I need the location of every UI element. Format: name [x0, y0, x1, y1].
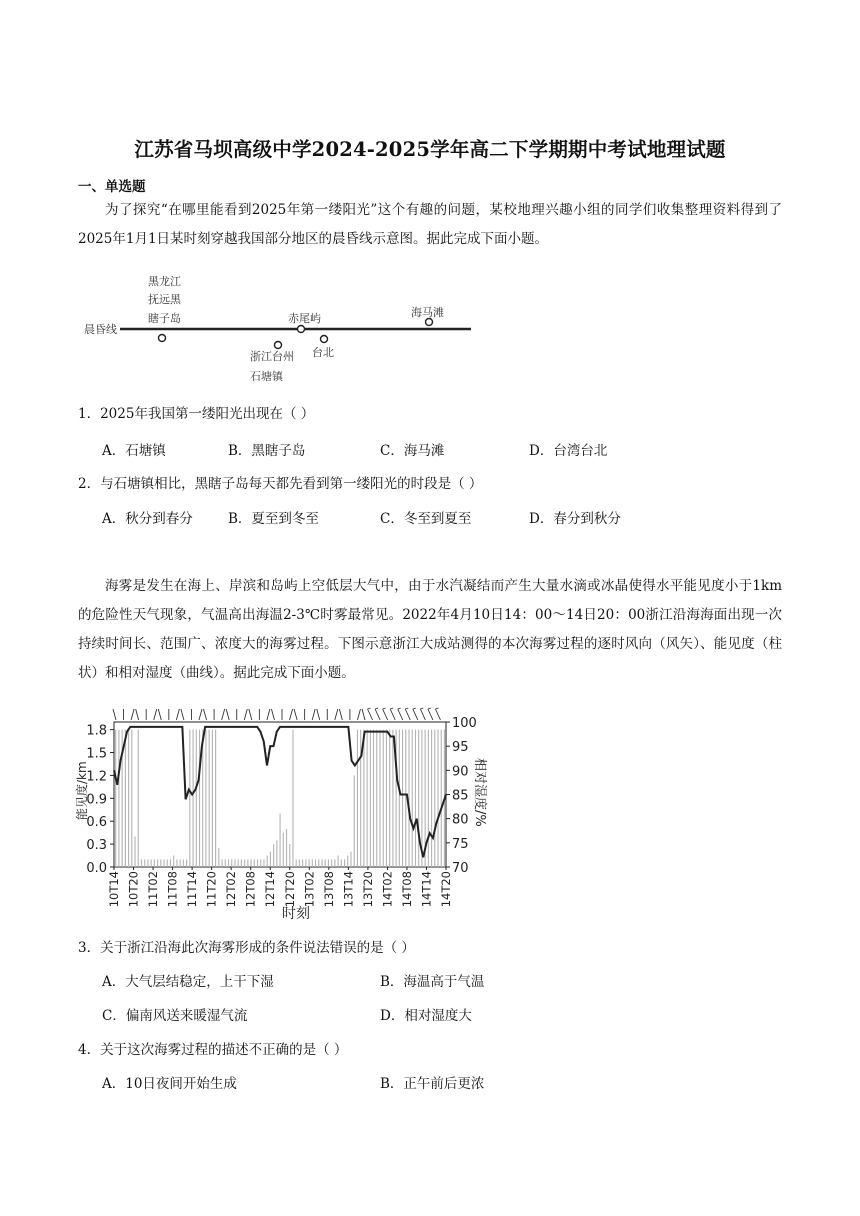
visibility-bar: [376, 730, 377, 867]
visibility-bar: [289, 844, 290, 867]
visibility-bar: [128, 730, 129, 867]
visibility-bar: [118, 730, 119, 867]
visibility-bar: [228, 859, 229, 867]
visibility-bar: [347, 856, 348, 867]
x-axis: [107, 867, 453, 907]
visibility-bar: [138, 730, 139, 867]
wind-barb: [158, 709, 161, 720]
visibility-bar: [222, 859, 223, 867]
wind-barb-flag: [398, 708, 401, 709]
visibility-bar: [418, 730, 419, 867]
wind-barb: [113, 709, 116, 720]
wind-barb: [131, 709, 134, 720]
y2-tick-label: 80: [452, 812, 469, 828]
y2-tick-label: 75: [452, 836, 469, 852]
visibility-bar: [134, 836, 135, 867]
x-tick-label: 14T08: [399, 871, 414, 908]
wind-barb-flag: [435, 708, 438, 709]
wind-barb: [435, 709, 440, 720]
visibility-bar: [254, 859, 255, 867]
question-4-stem: 4．关于这次海雾过程的描述不正确的是（ ）: [78, 1042, 348, 1058]
visibility-bar: [280, 814, 281, 867]
wind-barb: [226, 709, 229, 720]
visibility-bar: [341, 859, 342, 867]
x-axis-label: 时刻: [282, 906, 310, 922]
wind-barb-flag: [428, 708, 431, 709]
x-tick-label: 12T02: [224, 871, 239, 908]
x-tick-label: 10T20: [126, 871, 141, 908]
q3-option-b[interactable]: B．海温高于气温: [380, 974, 485, 990]
visibility-bar: [241, 859, 242, 867]
q4-option-b[interactable]: B．正午前后更浓: [380, 1076, 485, 1092]
visibility-bar: [144, 859, 145, 867]
q2-option-d[interactable]: D．春分到秋分: [529, 511, 621, 527]
wind-barb: [312, 709, 315, 720]
visibility-bar: [334, 859, 335, 867]
x-tick-label: 11T08: [165, 871, 180, 908]
visibility-bar: [392, 730, 393, 867]
visibility-bar: [344, 859, 345, 867]
visibility-bar: [437, 730, 438, 867]
wind-barbs: [113, 708, 440, 720]
wind-barb: [154, 709, 157, 720]
visibility-bar: [160, 859, 161, 867]
visibility-bar: [115, 730, 116, 867]
visibility-bar: [379, 730, 380, 867]
place-marker-heixiazi: [159, 335, 166, 342]
visibility-bar: [131, 730, 132, 867]
visibility-bar: [225, 859, 226, 867]
visibility-bar: [321, 859, 322, 867]
visibility-bar: [305, 859, 306, 867]
wind-barb: [405, 709, 410, 720]
wind-barb: [176, 709, 179, 720]
visibility-bar: [299, 859, 300, 867]
x-tick-label: 12T14: [263, 871, 278, 908]
visibility-bar: [434, 730, 435, 867]
y2-axis-label: 相对湿度/%: [472, 758, 487, 827]
visibility-bar: [357, 730, 358, 867]
wind-barb: [136, 709, 139, 720]
left-axis: [86, 724, 114, 876]
place-marker-chiweiyu: [298, 326, 305, 333]
y-tick-label: 0.0: [86, 861, 107, 876]
visibility-bar: [251, 859, 252, 867]
q2-option-c[interactable]: C．冬至到夏至: [380, 511, 472, 527]
y-tick-label: 1.8: [86, 723, 107, 739]
q2-option-b[interactable]: B．夏至到冬至: [228, 511, 319, 527]
wind-barb: [339, 709, 342, 720]
wind-barb: [181, 709, 184, 720]
visibility-bar: [354, 775, 355, 867]
wind-barb: [398, 709, 403, 720]
wind-barb: [244, 709, 247, 720]
y2-tick-label: 95: [452, 740, 469, 756]
q2-option-a[interactable]: A．秋分到春分: [102, 511, 193, 527]
y-tick-label: 0.3: [86, 838, 107, 854]
visibility-bar: [325, 859, 326, 867]
x-tick-label: 14T14: [419, 871, 434, 908]
wind-barb-flag: [420, 708, 423, 709]
x-tick-label: 11T02: [146, 871, 161, 908]
sea-fog-chart: [72, 700, 492, 928]
x-tick-label: 12T20: [282, 871, 297, 908]
visibility-bar: [408, 730, 409, 867]
visibility-bar: [360, 730, 361, 867]
visibility-bar: [428, 730, 429, 867]
visibility-bar: [405, 730, 406, 867]
visibility-bar: [328, 859, 329, 867]
place-label-heilongjiang-3: 瞎子岛: [148, 312, 181, 325]
visibility-bar: [176, 859, 177, 867]
wind-barb-flag: [368, 708, 371, 709]
wind-barb-flag: [405, 708, 408, 709]
place-marker-shitang: [275, 342, 282, 349]
visibility-bar: [186, 859, 187, 867]
visibility-bar: [383, 730, 384, 867]
visibility-bar: [296, 859, 297, 867]
x-tick-label: 10T14: [107, 871, 121, 908]
y2-tick-label: 90: [452, 764, 469, 780]
visibility-bar: [402, 730, 403, 867]
visibility-bar: [273, 844, 274, 867]
visibility-bar: [399, 730, 400, 867]
wind-barb: [199, 709, 202, 720]
y2-tick-label: 100: [452, 716, 477, 731]
visibility-bar: [431, 730, 432, 867]
visibility-bar: [260, 859, 261, 867]
wind-barb: [290, 709, 293, 720]
visibility-bar: [263, 859, 264, 867]
visibility-bar: [315, 859, 316, 867]
visibility-bar: [199, 730, 200, 867]
q3-option-a[interactable]: A．大气层结稳定，上干下湿: [102, 974, 274, 990]
y-axis-label: 能见度/km: [75, 761, 89, 820]
x-tick-label: 13T02: [302, 871, 317, 908]
visibility-bar: [205, 730, 206, 867]
place-label-shitang-2: 石塘镇: [250, 370, 283, 383]
wind-barb: [428, 709, 433, 720]
terminator-map: [78, 268, 498, 388]
visibility-bar: [309, 859, 310, 867]
wind-barb: [222, 709, 225, 720]
wind-barb: [420, 709, 425, 720]
x-tick-label: 13T08: [321, 871, 336, 908]
y-tick-label: 0.9: [86, 792, 107, 808]
section-heading: 一、单选题: [78, 179, 146, 195]
x-tick-label: 11T20: [204, 871, 219, 908]
wind-barb: [204, 709, 207, 720]
wind-barb: [249, 709, 252, 720]
x-tick-label: 12T08: [243, 871, 258, 908]
visibility-bar: [147, 859, 148, 867]
wind-barb: [368, 709, 373, 720]
visibility-bar: [180, 859, 181, 867]
visibility-bar: [338, 856, 339, 867]
q1-option-b[interactable]: B．黑瞎子岛: [228, 443, 306, 459]
place-label-taipei: 台北: [312, 346, 334, 359]
wind-barb: [390, 709, 395, 720]
q1-option-a[interactable]: A．石塘镇: [102, 443, 166, 459]
visibility-bar: [292, 730, 293, 867]
wind-barb: [357, 709, 360, 720]
question-3-stem: 3．关于浙江沿海此次海雾形成的条件说法错误的是（ ）: [78, 940, 415, 956]
visibility-bar: [373, 730, 374, 867]
visibility-bar: [286, 829, 287, 867]
visibility-bar: [331, 859, 332, 867]
place-marker-taipei: [321, 336, 328, 343]
question-2-stem: 2．与石塘镇相比，黑瞎子岛每天都先看到第一缕阳光的时段是（ ）: [78, 476, 483, 492]
visibility-bar: [270, 852, 271, 867]
wind-barb: [375, 709, 380, 720]
question-1-stem: 1．2025年我国第一缕阳光出现在（ ）: [78, 406, 315, 422]
wind-barb-flag: [383, 708, 386, 709]
visibility-bar: [257, 859, 258, 867]
intro-paragraph-2: 海雾是发生在海上、岸滨和岛屿上空低层大气中，由于水汽凝结而产生大量水滴或冰晶使得水平能见度小于1km的危险性天气现象，气温高出海温2-3℃时雾最常见。2022年4月10日14：00～14日20：00浙江沿海海面出现一次持续时间长、范围广、浓度大的海雾过程。下图示意浙江大成站测得的本次海雾过程的逐时风向（风矢）、能见度（柱状）和相对湿度（曲线）。据此完成下面小题。: [78, 578, 782, 681]
q3-option-d[interactable]: D．相对湿度大: [380, 1008, 472, 1024]
visibility-bar: [267, 856, 268, 867]
q4-option-a[interactable]: A．10日夜间开始生成: [102, 1076, 237, 1092]
y-tick-label: 1.2: [86, 769, 107, 785]
visibility-bar: [389, 730, 390, 867]
x-tick-label: 13T20: [360, 871, 375, 908]
wind-barb: [317, 709, 320, 720]
q1-option-d[interactable]: D．台湾台北: [529, 443, 608, 459]
visibility-bar: [244, 859, 245, 867]
place-label-heilongjiang-1: 黑龙江: [148, 275, 181, 288]
visibility-bar: [183, 859, 184, 867]
wind-barb: [271, 709, 274, 720]
visibility-bar: [318, 859, 319, 867]
visibility-bar: [151, 859, 152, 867]
visibility-bar: [170, 859, 171, 867]
x-tick-label: 14T20: [439, 871, 453, 908]
visibility-bar: [231, 859, 232, 867]
y-tick-label: 1.5: [86, 746, 107, 762]
place-marker-haimatan: [426, 319, 433, 326]
visibility-bar: [215, 730, 216, 867]
visibility-bar: [157, 859, 158, 867]
x-tick-label: 11T14: [185, 871, 200, 908]
wind-barb-flag: [413, 708, 416, 709]
visibility-bar: [276, 840, 277, 867]
q3-option-c[interactable]: C．偏南风送来暖湿气流: [102, 1008, 248, 1024]
page-title: 江苏省马坝高级中学2024-2025学年高二下学期期中考试地理试题: [134, 138, 726, 161]
visibility-bar: [209, 730, 210, 867]
wind-barb: [383, 709, 388, 720]
intro-paragraph-1: 为了探究“在哪里能看到2025年第一缕阳光”这个有趣的问题，某校地理兴趣小组的同学们收集整理资料得到了2025年1月1日某时刻穿越我国部分地区的晨昏线示意图。据此完成下面小题。: [78, 202, 782, 247]
terminator-label: 晨昏线: [84, 323, 117, 336]
wind-barb-flag: [375, 708, 378, 709]
wind-barb: [362, 709, 365, 720]
visibility-bar: [367, 730, 368, 867]
place-label-shitang-1: 浙江台州: [250, 350, 294, 363]
wind-barb: [294, 709, 297, 720]
visibility-bar: [154, 859, 155, 867]
visibility-bar: [196, 730, 197, 867]
q1-option-c[interactable]: C．海马滩: [380, 443, 445, 459]
visibility-bar: [283, 833, 284, 867]
visibility-bar: [192, 730, 193, 867]
visibility-bar: [234, 859, 235, 867]
visibility-bar: [415, 730, 416, 867]
visibility-bar: [167, 859, 168, 867]
visibility-bar: [363, 730, 364, 867]
visibility-bar: [141, 859, 142, 867]
wind-barb-flag: [390, 708, 393, 709]
x-tick-label: 13T14: [341, 871, 356, 908]
y2-tick-label: 85: [452, 788, 469, 804]
y-tick-label: 0.6: [86, 815, 107, 831]
visibility-bar: [312, 859, 313, 867]
visibility-bar: [163, 859, 164, 867]
visibility-bar: [386, 730, 387, 867]
wind-barb: [335, 709, 338, 720]
visibility-bar: [350, 852, 351, 867]
visibility-bar: [218, 848, 219, 867]
visibility-bar: [212, 730, 213, 867]
visibility-bar: [238, 859, 239, 867]
visibility-bar: [173, 856, 174, 867]
visibility-bar: [125, 730, 126, 867]
y2-tick-label: 70: [452, 861, 469, 876]
visibility-bar: [441, 730, 442, 867]
visibility-bar: [412, 730, 413, 867]
place-label-chiweiyu: 赤尾屿: [288, 312, 321, 325]
wind-barb: [413, 709, 418, 720]
place-label-haimatan: 海马滩: [411, 306, 444, 319]
visibility-bar: [302, 859, 303, 867]
place-label-heilongjiang-2: 抚远黑: [148, 293, 181, 306]
x-tick-label: 14T02: [380, 871, 395, 908]
visibility-bar: [247, 859, 248, 867]
visibility-bar: [370, 730, 371, 867]
visibility-bar: [189, 730, 190, 867]
wind-barb: [267, 709, 270, 720]
